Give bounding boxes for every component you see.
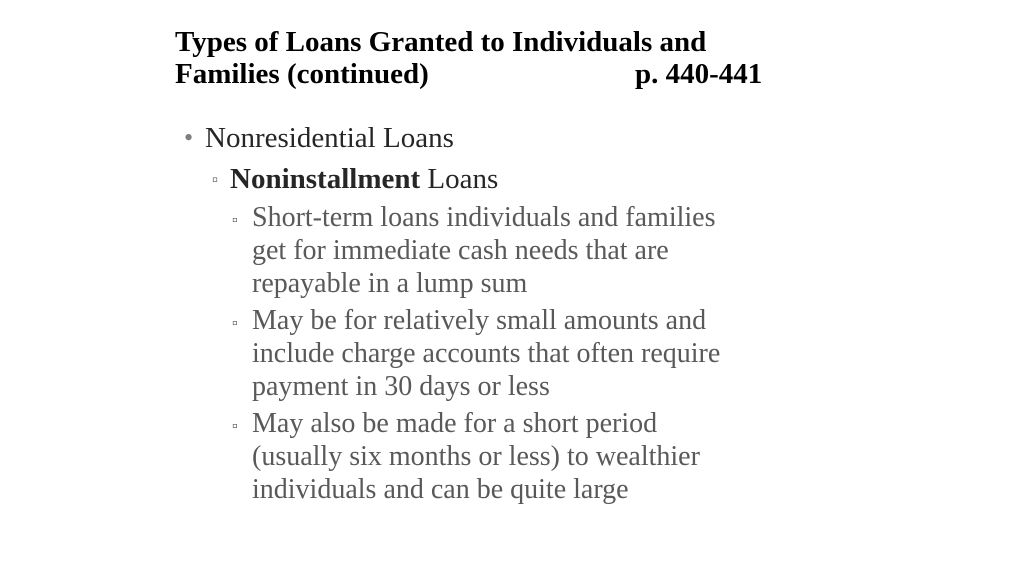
- bullet-square-icon: ▫: [232, 212, 238, 229]
- bullet-square-icon: ▫: [232, 418, 238, 435]
- text-line: payment in 30 days or less: [252, 371, 550, 402]
- text-line: May also be made for a short period: [252, 408, 658, 439]
- bullet-text: [252, 304, 852, 403]
- bullet-text: [252, 407, 852, 506]
- title-line-2: Families (continued): [175, 58, 429, 90]
- term-suffix: Loans: [420, 163, 499, 195]
- text-line: repayable in a lump sum: [252, 268, 528, 299]
- bullet-text: Nonresidential Loans: [205, 122, 454, 154]
- text-line: (usually six months or less) to wealthier: [252, 441, 700, 472]
- bullet-text: [230, 163, 498, 195]
- text-line: Short-term loans individuals and families: [252, 202, 716, 233]
- text-line: individuals and can be quite large: [252, 474, 629, 505]
- text-line: get for immediate cash needs that are: [252, 235, 669, 266]
- text-line: include charge accounts that often require: [252, 338, 721, 369]
- title-line-1: Types of Loans Granted to Individuals and: [175, 26, 707, 58]
- bullet-dot-icon: •: [184, 123, 194, 152]
- text-line: May be for relatively small amounts and: [252, 305, 707, 336]
- page-reference: p. 440-441: [635, 58, 763, 90]
- slide-title: [175, 26, 875, 90]
- bullet-text: [252, 201, 852, 300]
- bullet-square-icon: ▫: [232, 315, 238, 332]
- bullet-square-icon: ▫: [212, 170, 219, 189]
- bold-term: Noninstallment: [230, 163, 421, 195]
